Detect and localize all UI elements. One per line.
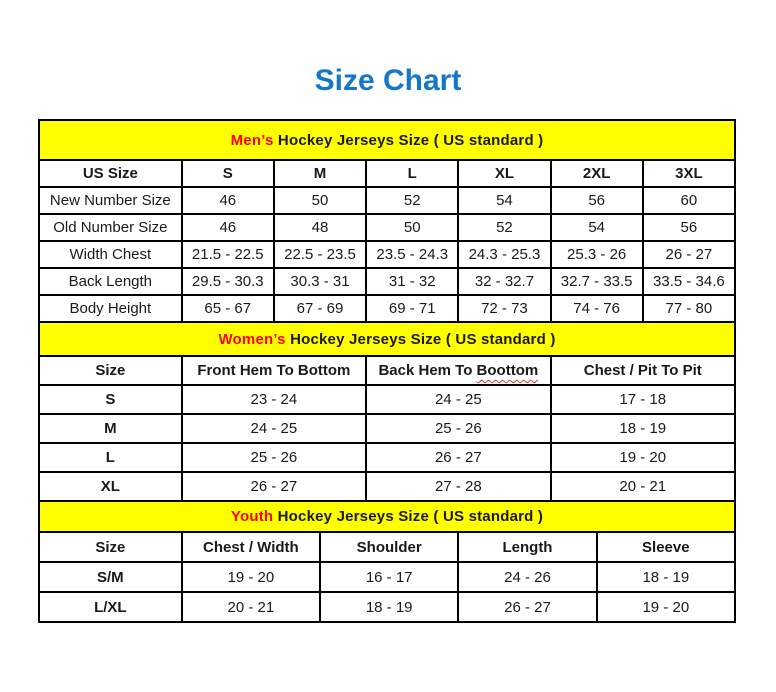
size-value-cell: 19 - 20 (551, 443, 735, 472)
size-value-cell: 17 - 18 (551, 385, 735, 414)
size-value-cell: 18 - 19 (597, 562, 735, 592)
size-value-cell: 29.5 - 30.3 (182, 268, 274, 295)
size-value-cell: 16 - 17 (320, 562, 458, 592)
size-value-cell: 30.3 - 31 (274, 268, 366, 295)
size-value-cell: 60 (643, 187, 735, 214)
size-value-cell: 46 (182, 187, 274, 214)
section-title-accent: Youth (230, 508, 274, 525)
column-header: Chest / Width (182, 532, 320, 562)
size-value-cell: 24 - 26 (458, 562, 596, 592)
table-row (39, 187, 735, 214)
row-label: M (39, 414, 182, 443)
column-header-row (39, 356, 735, 385)
mens-section-title (39, 120, 735, 160)
column-header: Length (458, 532, 596, 562)
size-value-cell: 69 - 71 (366, 295, 458, 322)
size-value-cell: 77 - 80 (643, 295, 735, 322)
column-header: L (366, 160, 458, 187)
column-header: M (274, 160, 366, 187)
section-title-accent: Women’s (218, 330, 286, 348)
size-value-cell: 24 - 25 (182, 414, 366, 443)
size-value-cell: 26 - 27 (458, 592, 596, 622)
mens-size-table (38, 119, 736, 323)
size-value-cell: 24 - 25 (366, 385, 550, 414)
youth-size-table (38, 500, 736, 623)
table-row (39, 241, 735, 268)
table-row (39, 443, 735, 472)
size-value-cell: 52 (366, 187, 458, 214)
size-value-cell: 32.7 - 33.5 (551, 268, 643, 295)
womens-size-table (38, 321, 736, 502)
size-value-cell: 18 - 19 (320, 592, 458, 622)
row-label: Back Length (39, 268, 182, 295)
size-value-cell: 56 (643, 214, 735, 241)
size-value-cell: 67 - 69 (274, 295, 366, 322)
column-header: 3XL (643, 160, 735, 187)
size-value-cell: 20 - 21 (551, 472, 735, 501)
size-value-cell: 27 - 28 (366, 472, 550, 501)
size-value-cell: 48 (274, 214, 366, 241)
section-header-row (39, 501, 735, 532)
section-header-row (39, 322, 735, 356)
column-header: Shoulder (320, 532, 458, 562)
row-label: Old Number Size (39, 214, 182, 241)
size-value-cell: 24.3 - 25.3 (458, 241, 550, 268)
column-header-row (39, 532, 735, 562)
size-value-cell: 25.3 - 26 (551, 241, 643, 268)
size-value-cell: 19 - 20 (182, 562, 320, 592)
column-header: Size (39, 532, 182, 562)
column-header-text: Back Hem To (378, 362, 477, 379)
size-value-cell: 54 (551, 214, 643, 241)
size-value-cell: 74 - 76 (551, 295, 643, 322)
size-chart-tables (38, 119, 736, 623)
table-row (39, 592, 735, 622)
row-label: Width Chest (39, 241, 182, 268)
table-row (39, 295, 735, 322)
size-value-cell: 22.5 - 23.5 (274, 241, 366, 268)
size-value-cell: 33.5 - 34.6 (643, 268, 735, 295)
size-value-cell: 21.5 - 22.5 (182, 241, 274, 268)
row-label: XL (39, 472, 182, 501)
column-header: Sleeve (597, 532, 735, 562)
column-header: 2XL (551, 160, 643, 187)
size-value-cell: 23 - 24 (182, 385, 366, 414)
size-value-cell: 52 (458, 214, 550, 241)
size-value-cell: 54 (458, 187, 550, 214)
youth-section-title (39, 501, 735, 532)
row-label: S/M (39, 562, 182, 592)
row-label: New Number Size (39, 187, 182, 214)
section-title-rest: Hockey Jerseys Size ( US standard ) (273, 131, 544, 149)
size-value-cell: 26 - 27 (366, 443, 550, 472)
misspelled-word: Boottom (476, 362, 539, 379)
column-header: XL (458, 160, 550, 187)
table-row (39, 414, 735, 443)
size-value-cell: 72 - 73 (458, 295, 550, 322)
table-row (39, 472, 735, 501)
column-header: Chest / Pit To Pit (551, 356, 735, 385)
row-label: L (39, 443, 182, 472)
column-header: Size (39, 356, 182, 385)
row-label: L/XL (39, 592, 182, 622)
size-value-cell: 18 - 19 (551, 414, 735, 443)
size-value-cell: 65 - 67 (182, 295, 274, 322)
section-title-rest: Hockey Jerseys Size ( US standard ) (285, 330, 556, 348)
table-row (39, 268, 735, 295)
table-row (39, 214, 735, 241)
size-value-cell: 25 - 26 (366, 414, 550, 443)
womens-section-title (39, 322, 735, 356)
row-label: Body Height (39, 295, 182, 322)
page-title: Size Chart (314, 64, 462, 97)
section-title-accent: Men’s (230, 131, 274, 149)
size-value-cell: 31 - 32 (366, 268, 458, 295)
size-value-cell: 46 (182, 214, 274, 241)
size-value-cell: 50 (274, 187, 366, 214)
column-header-row (39, 160, 735, 187)
column-header: US Size (39, 160, 182, 187)
size-value-cell: 50 (366, 214, 458, 241)
size-value-cell: 26 - 27 (643, 241, 735, 268)
size-value-cell: 56 (551, 187, 643, 214)
size-value-cell: 32 - 32.7 (458, 268, 550, 295)
size-value-cell: 19 - 20 (597, 592, 735, 622)
table-row (39, 385, 735, 414)
column-header: S (182, 160, 274, 187)
size-value-cell: 26 - 27 (182, 472, 366, 501)
size-value-cell: 25 - 26 (182, 443, 366, 472)
section-header-row (39, 120, 735, 160)
table-row (39, 562, 735, 592)
size-value-cell: 23.5 - 24.3 (366, 241, 458, 268)
size-value-cell: 20 - 21 (182, 592, 320, 622)
column-header: Front Hem To Bottom (182, 356, 366, 385)
column-header (366, 356, 550, 385)
section-title-rest: Hockey Jerseys Size ( US standard ) (273, 508, 544, 525)
row-label: S (39, 385, 182, 414)
